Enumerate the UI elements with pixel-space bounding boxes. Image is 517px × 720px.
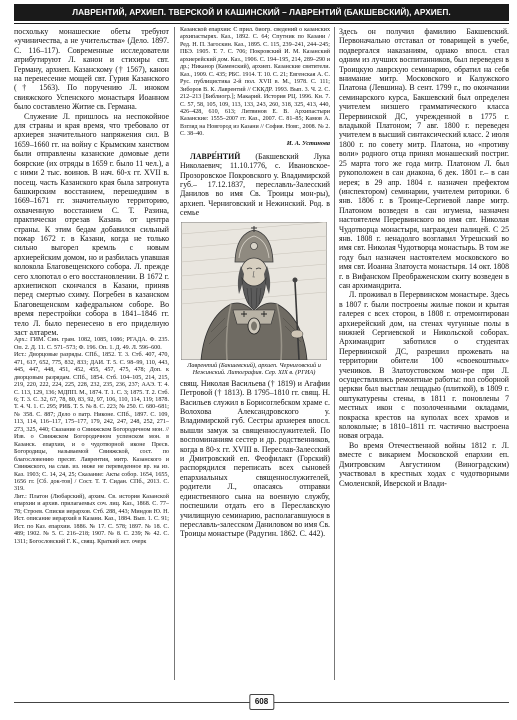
entry-intro-text: (Бакшевский Лука Николаевич; 11.10.1776, с. Ивановское-Прозоровское Покровского у. Владимирской губ.– 17.12.1837, переславль-Залесский Данилов во имя Св. Троицы мон-ры), архиеп. Черниговский и Нежинский. Род. в семье xyxy=(180,151,330,218)
paragraph: посхольку монашеские обеты требуют «учиничества, а не учительства» (Дело. 1897. С. 116–117). Современные исследователи атрибутируют Л. канон и стихиры свт. Герману, архиеп. Казанскому († 1567), канон на перенесение мощей свт. Гурия Казанского († 1563). По поручению Л. иноком свияжского Успенского монастыря Иоанном было составлено Житие св. Германа. xyxy=(14,27,169,112)
literature-references: Казанской епархии: С прил. биогр. сведений о казанских архипастырях. Каз., 1892. С. 64; Спутник по Казани / Ред. Н. П. Загоскин. Каз., 1895. С. 115, 239–241, 244–245; ПБЭ. 1905. Т. 7. С. 706; Покровский И. М. Казанский архиерейский дом. Каз., 1906. С. 194–195, 214, 289–290 и др.; Никанор (Каменский), архиеп. Казанские святители. Каз., 1909. С. 435; РБС. 1914. Т. 10. С. 21; Евгенская А. С. Рус. публицистика 2-й пол. XVII в. М., 1978. С. 111; Зиборов В. К. Лаврентий // СККДР. 1993. Вып. 3. Ч. 2. С. 212–213 [Библиогр.]; Макарий. История РЦ. 1996. Кн. 7. С. 57, 58, 105, 109, 113, 133, 243, 260, 318, 325, 413, 440, 426–428, 610, 613; Литвинов Е. В. Архипастыри Казанские: 1555–2007 гг. Каз., 2007. С. 81–85; Камов А. Взгляд на Новгород из Казани // София. Новг., 2008. № 2. С. 38–40. xyxy=(180,27,330,138)
figure-caption: Лаврентий (Бакшевский), архиеп. Черниговский и Нежинский. Литография. Сер. XIX в. (РГИА) xyxy=(187,361,321,377)
page-footer xyxy=(14,694,509,710)
entry-title: ЛАВРЕ́НТИЙ xyxy=(190,151,241,161)
page-number: 608 xyxy=(249,694,274,710)
paragraph: Здесь он получил фамилию Бакшевский. Первоначально отставал от товарищей в учебе, подвергался наказаниям, однако впосл. стал одним из лучших воспитанников, был переведен в Троицкую лаврскую семинарию, обратил на себя внимание митр. Московского и Калужского Платона (Левшина). В сент. 1799 г., по окончании семинарского курса, Бакшевский был определен учителем низшего грамматического класса Перервинской ДС, учрежденной в 1775 г. владыкой Платоном; 7 авг. 1800 г. переведен учителем в высший синтаксический класс. 2 июля 1800 г. по совету митр. Платона, но «противу воли» родного отца принял монашеский постриг. 25 марта того же года митр. Платоном Л. был рукоположен в сан диакона, 6 дек. 1801 г.– в сан иерея; в 29 апр. 1804 г. назначен префектом (инспектором) семинарии, учителем риторики. 6 янв. 1806 г. в Троице-Сергиевой лавре митр. Платоном возведен в сан игумена, назначен настоятелем Перервинского во имя свт. Николая Чудотворца монастыря, награжден палицей. С 25 янв. 1808 г. ненадолго возглавил Угрешский во имя свт. Николая Чудотворца монастырь. В том же году был назначен настоятелем московского во имя свт. Иоанна Златоуста монастыря. 14 окт. 1808 г. в Вифанском Преображенском скиту возведен в сан архимандрита. xyxy=(339,27,509,290)
archive-references: Арх.: ГИМ. Син. грам. 1082, 1085, 1086; РГАДА. Ф. 235. Оп. 2. Д. 11. С. 571–573; Ф. 196. Оп. 1. Д. 49. Л. 596–600. Ист.: Дворцовые разряды. СПб., 1852. Т. 3. Стб. 407, 470, 471, 617, 652, 775, 832, 833; ДАИ. Т. 5. С. 98–99, 110, 443, 445, 447, 448, 451, 452, 455, 457, 475, 478; Доп. к дворцовым разрядам. СПб., 1854. Стб. 104–105, 214, 215, 219, 220, 222, 224, 225, 228, 232, 235, 236, 237; ААЭ. Т. 4. С. 113, 129, 136; МДПП. М., 1874. Т. 1. С. 3; 1875. Т. 2. Стб. 6; Т. 3. С. 32, 67, 78, 80, 83, 92, 97, 106, 110, 114, 119; 1878. Т. 4. Ч. 1. С. 295; РИБ. Т. 5. № 8. С. 223; № 250. С. 680–681; № 358. С. 887; Дело о патр. Никоне. СПб., 1897. С. 109, 113, 114, 116–117, 175–177, 179, 242, 247, 248, 252, 271–273, 325, 440; Сказание о Свияжском Богородичном мон. // Изв. о Свияжском Богородичном успенском мон. в Казанск. епархии, и о чудотворной иконе Пресв. Богородицы, называемой Свияжской, сост. по благословению пресвт. Лаврентия, митр. Казанского и Свияжского, на слав. из. ниже не переведенное вр. на из. Каз. 1903; С. 14, 24, 25; Сказание: Акты собор. 1654, 1655, 1656 гг. [Сб. док-тов] / Сост. Т. Т. Сидан. СПб., 2013. С. 319. xyxy=(14,337,169,493)
paragraph: Служение Л. пришлось на неспокойное для страны и края время, что требовало от архиерея значительного напряжения сил. В 1659–1660 гг. на войну с Крымским ханством были отправлены казанские домовые дети боярские (их отряды в 1659 г. было 11 чел.), а с ними 2 тыс. воинов. В нач. 60-х гг. XVII в. посещ. часть Казанского края была затронута башкирским восстанием, перешедшим в 1669–1671 гг. значительную территорию, охваченную восстанием С. Т. Разина, практически отрезав Казань от центра страны. К этим бедам добавился сильный пожар 1672 г. в Казани, когда не только сильно выгорел кремль с новым архиерейским домом, но и разбилась упавшая колокола Благовещенского собора. Л. прежде сего хлопотал о его восстановлении. В 1672 г. архиепископ скончался в Казани, приняв перед смертью схиму. Погребен в казанском Благовещенском кафедральном соборе. Во время перестройки собора в 1841–1846 гг. тело Л. было перенесено в его приделную заст алтарем. xyxy=(14,111,169,337)
column-right xyxy=(339,27,509,680)
portrait-figure xyxy=(180,222,328,377)
literature-references: Лит.: Платон (Любарский), архим. Св. история Казанской епархии и архив. прилагаемых соч. лиц. Каз., 1868. С. 77–78; Строев. Списки иерархов. Стб. 288, 443; Миндов Ю. Н. Ист. описание иерархий в Казани. Каз., 1884. Вып. 1. С. 91; Ист. по Каз. епархии. 1886. № 17. С. 578; 1897. № 18. С. 489; 1902. № 5. С. 216–218; 1907. № 8. С. 239; № 42. С. 1311; Богословский Г. К., свящ. Краткий ист. очерк xyxy=(14,493,169,545)
entry-intro xyxy=(180,152,330,218)
paragraph: Л. проживал в Перервинском монастыре. Здесь в 1807 г. были построены жилые покои и крытая галерея с всех сторон, в 1808 г. отремонтирован архиерейский дом, на стенах чугунные полы в нижней Сергиевской и Никольской соборах. Архимандрит заботился о студентах Перервинской ДС, разрешил прожевать на территории обители 100 «своекоштных» учеников. В Златоустовском мон-ре при Л. осуществлялись ремонтные работы: пол соборной церкви был выстлан лещадью (плиткой), в 1809 г. оштукатурены стены, в 1811 г. поновлены 7 местных икон с позолоченными окладами, покраска крестов на куполах всех храмов и колокольне; в 1810–1811 гг. частично выстроена новая ограда. xyxy=(339,290,509,441)
author-signature: И. А. Устинова xyxy=(286,139,330,147)
column-middle xyxy=(180,27,330,680)
paragraph: Во время Отечественной войны 1812 г. Л. вместе с викарием Московской епархии еп. Дмитровским Августином (Виноградским) участвовал в крестных ходах с чудотворными Смоленской, Иверской и Влади- xyxy=(339,440,509,488)
portrait-lithograph xyxy=(181,222,327,360)
column-divider xyxy=(174,27,175,680)
column-divider xyxy=(334,27,335,680)
column-left xyxy=(14,27,169,680)
header-rule xyxy=(14,23,509,24)
running-header: ЛАВРЕНТИЙ, АРХИЕП. ТВЕРСКОЙ И КАШИНСКИЙ – ЛАВРЕНТИЙ (БАКШЕВСКИЙ), АРХИЕП. xyxy=(14,4,509,21)
paragraph: свящ. Николая Васильева († 1819) и Агафии Петровой († 1813). В 1795–1810 гг. свящ. Н. Васильев служил в Борисоглебском храме с. Волохова Александровского у. Владимирской губ. Сестры архиерея впосл. вышли замуж за священнослужителей. По воспоминаниям сестер и др. родственников, когда в 80-х гг. XVIII в. Переслав-Залесский и Дмитровский еп. Феофилакт (Горский) распорядился переписать всех сыновей епархиальных священнослужителей, родители Л., опасаясь отправки единственного сына на военную службу, поспешили отдать его в Переславскую училищную семинарию, располагавшуюся в переславль-залесском Даниловом во имя Св. Троицы монастыре (Радугин. 1862. С. 442). xyxy=(180,378,330,539)
